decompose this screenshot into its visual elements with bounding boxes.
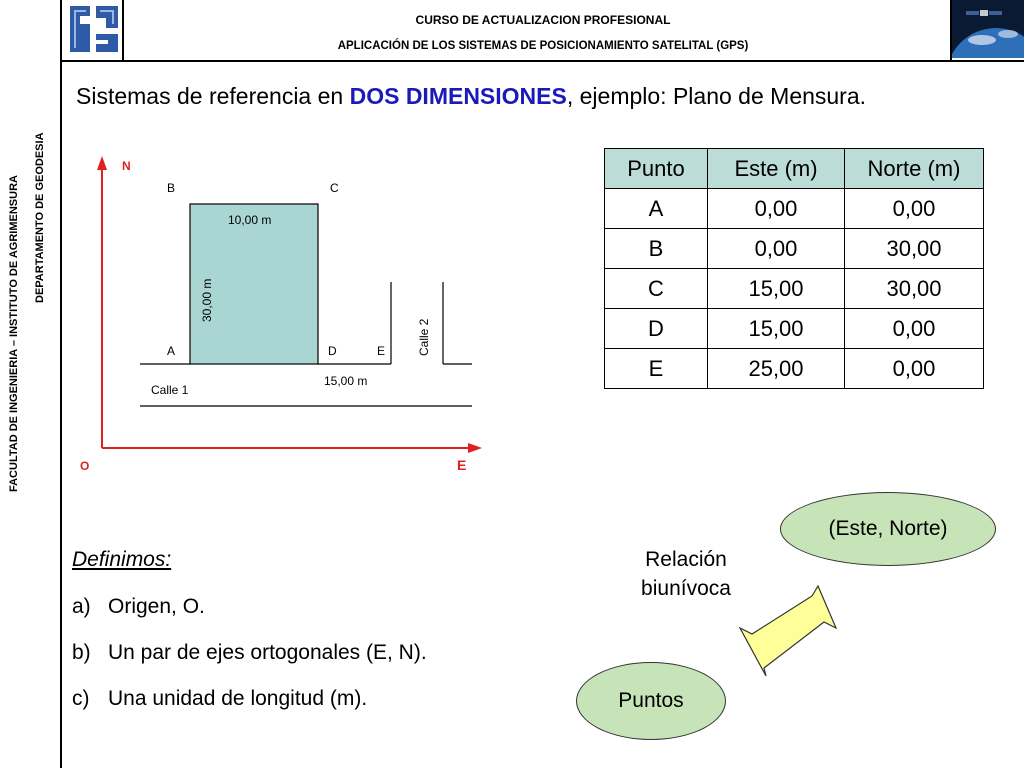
- cell-norte: 0,00: [845, 189, 984, 229]
- point-b-label: B: [167, 181, 176, 195]
- puntos-ellipse: Puntos: [576, 662, 726, 740]
- table-row: [605, 269, 984, 309]
- cell-norte: 0,00: [845, 309, 984, 349]
- definition-text: Origen, O.: [108, 595, 205, 618]
- definition-label: c): [72, 687, 90, 710]
- cell-este: 0,00: [708, 189, 845, 229]
- definition-item: [72, 687, 367, 711]
- cell-este: 25,00: [708, 349, 845, 389]
- cell-punto: E: [605, 349, 708, 389]
- cell-norte: 30,00: [845, 269, 984, 309]
- cell-punto: C: [605, 269, 708, 309]
- cell-este: 15,00: [708, 309, 845, 349]
- definition-text: Un par de ejes ortogonales (E, N).: [108, 641, 427, 664]
- cell-punto: A: [605, 189, 708, 229]
- axis-o-label: O: [80, 459, 90, 473]
- header-norte: Norte (m): [845, 149, 984, 189]
- dimension-side: 30,00 m: [200, 278, 214, 322]
- axis-e-label: E: [457, 457, 467, 473]
- relation-label-line2: biunívoca: [641, 577, 731, 600]
- definimos-heading: Definimos:: [72, 548, 172, 571]
- dimension-bottom: 15,00 m: [324, 374, 368, 388]
- street-1-label: Calle 1: [151, 383, 189, 397]
- cell-este: 15,00: [708, 269, 845, 309]
- cell-punto: B: [605, 229, 708, 269]
- street-2-label: Calle 2: [417, 318, 431, 356]
- plan-diagram: [70, 140, 520, 490]
- table-row: [605, 229, 984, 269]
- table-row: [605, 349, 984, 389]
- header-este: Este (m): [708, 149, 845, 189]
- cell-punto: D: [605, 309, 708, 349]
- definition-item: [72, 641, 427, 665]
- course-subtitle: APLICACIÓN DE LOS SISTEMAS DE POSICIONAMIENTO SATELITAL (GPS): [337, 40, 749, 52]
- cell-norte: 0,00: [845, 349, 984, 389]
- point-d-label: D: [328, 344, 337, 358]
- header-punto: Punto: [605, 149, 708, 189]
- definition-text: Una unidad de longitud (m).: [108, 687, 368, 710]
- point-a-label: A: [167, 344, 176, 358]
- points-table: [604, 148, 984, 389]
- east-arrowhead-icon: [468, 443, 482, 453]
- satellite-earth-icon: [952, 0, 1024, 58]
- definition-label: b): [72, 641, 91, 664]
- sidebar-faculty-text: FACULTAD DE INGENIERIA – INSTITUTO DE AGRIMENSURA: [8, 175, 20, 492]
- dimension-top: 10,00 m: [228, 213, 272, 227]
- cell-norte: 30,00: [845, 229, 984, 269]
- axis-n-label: N: [122, 159, 131, 173]
- header-bar: [62, 0, 1024, 62]
- point-e-label: E: [377, 344, 386, 358]
- relation-label-line1: Relación: [645, 548, 727, 571]
- este-norte-ellipse: (Este, Norte): [780, 492, 996, 566]
- point-c-label: C: [330, 181, 339, 195]
- north-arrowhead-icon: [97, 156, 107, 170]
- definition-label: a): [72, 595, 91, 618]
- definition-item: [72, 595, 205, 619]
- left-sidebar: [0, 0, 62, 768]
- relation-label: [618, 545, 754, 603]
- table-row: [605, 309, 984, 349]
- cell-este: 0,00: [708, 229, 845, 269]
- course-title: CURSO DE ACTUALIZACION PROFESIONAL: [415, 13, 671, 27]
- table-row: [605, 189, 984, 229]
- sidebar-department-text: DEPARTAMENTO DE GEODESIA: [34, 132, 46, 303]
- title-highlight: DOS DIMENSIONES: [349, 83, 567, 109]
- title-suffix: , ejemplo: Plano de Mensura.: [566, 83, 867, 109]
- title-prefix: Sistemas de referencia en: [76, 83, 350, 109]
- table-header-row: [605, 149, 984, 189]
- slide-title: [76, 83, 866, 110]
